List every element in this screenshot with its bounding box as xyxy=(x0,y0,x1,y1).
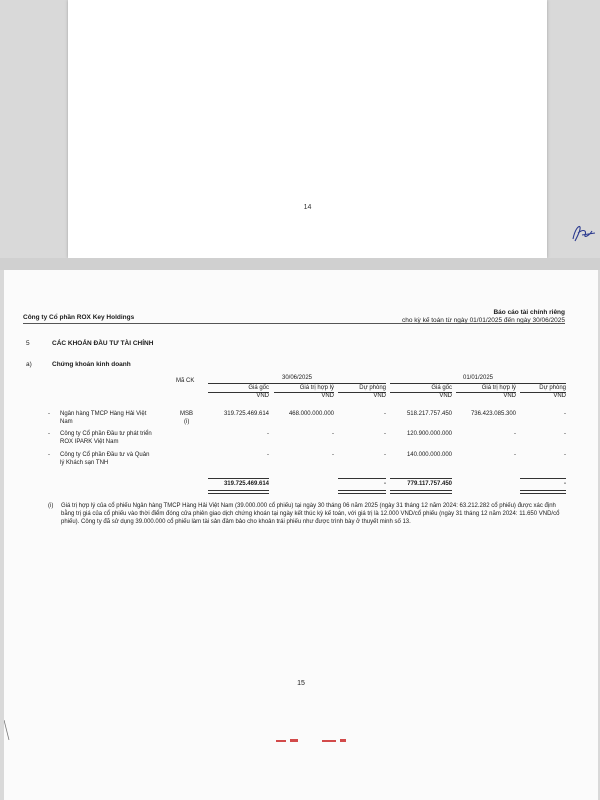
total-p2-prov: - xyxy=(564,481,566,487)
row-name-line2: ROX IPARK Việt Nam xyxy=(60,439,119,445)
row-name-line1: Ngân hàng TMCP Hàng Hải Việt xyxy=(60,411,147,417)
p2-prov-header: Dự phòng xyxy=(539,385,566,391)
footnote xyxy=(48,502,568,526)
currency-label: VND xyxy=(256,393,269,399)
currency-label: VND xyxy=(321,393,334,399)
row-name-line1: Công ty Cổ phần Đầu tư phát triển xyxy=(60,431,152,437)
p1-fair-header: Giá trị hợp lý xyxy=(299,385,334,391)
section-heading xyxy=(26,340,153,347)
p2-prov: - xyxy=(564,452,566,458)
period2-rule xyxy=(390,383,566,384)
p1-prov: - xyxy=(384,411,386,417)
total-double-rule xyxy=(520,490,566,494)
total-double-rule xyxy=(208,490,269,494)
total-double-rule xyxy=(338,490,386,494)
subsection-heading xyxy=(26,361,131,368)
p1-fair: - xyxy=(332,431,334,437)
company-name: Công ty Cổ phần ROX Key Holdings xyxy=(23,314,135,321)
p1-cost-header: Giá gốc xyxy=(248,385,269,391)
total-p1-prov: - xyxy=(384,481,386,487)
p2-cost: 140.000.000.000 xyxy=(406,452,452,458)
row-bullet: - xyxy=(48,431,50,437)
page-number: 15 xyxy=(297,680,305,687)
financial-statement-page xyxy=(4,270,598,800)
p2-fair: - xyxy=(514,452,516,458)
p1-fair: 468.000.000.000 xyxy=(288,411,334,417)
footnote-marker: (i) xyxy=(48,503,54,509)
currency-label: VND xyxy=(373,393,386,399)
stamp-fragment xyxy=(274,738,354,744)
signature-mark xyxy=(565,221,600,245)
p1-cost: - xyxy=(267,452,269,458)
p1-cost: - xyxy=(267,431,269,437)
report-title: Báo cáo tài chính riêng xyxy=(493,309,565,316)
ma-ck-header: Mã CK xyxy=(176,378,195,384)
currency-label: VND xyxy=(439,393,452,399)
page-number: 14 xyxy=(303,204,312,211)
row-name-line1: Công ty Cổ phần Đầu tư và Quản xyxy=(60,452,150,458)
p2-fair: 736.423.085.300 xyxy=(470,411,516,417)
report-period: cho kỳ kế toán từ ngày 01/01/2025 đến ngày 30/06/2025 xyxy=(401,317,565,324)
section-number: 5 xyxy=(26,340,30,347)
p2-prov: - xyxy=(564,431,566,437)
p1-cost: 319.725.469.614 xyxy=(223,411,269,417)
p2-cost-header: Giá gốc xyxy=(431,385,452,391)
period2-header: 01/01/2025 xyxy=(462,375,494,381)
row-note-ref: (i) xyxy=(184,419,190,425)
total-rule xyxy=(338,478,386,479)
footnote-text: Giá trị hợp lý của cổ phiếu Ngân hàng TMCP Hàng Hải Việt Nam (39.000.000 cổ phiếu) tại ngày 30 tháng 06 năm 2025 (ngày 31 tháng 12 năm 2024: 63.212.282 cổ phiếu) được xác định bằng trị giá của cổ phiếu vào thời điểm đóng cửa phiên giao dịch chứng khoán tại ngày kết thúc kỳ kế toán, với giá trị là 12.000 VND/cổ phiếu (ngày 31 tháng 12 năm 2024: 11.650 VND/cổ phiếu). Công ty đã sử dụng 39.000.000 cổ phiếu làm tài sản đảm bảo cho khoản trái phiếu như được trình bày ở thuyết minh số 13. xyxy=(61,503,560,525)
row-code: MSB xyxy=(180,411,194,417)
row-bullet: - xyxy=(48,411,50,417)
p2-prov: - xyxy=(564,411,566,417)
row-name-line2: Nam xyxy=(60,419,73,425)
p2-fair-header: Giá trị hợp lý xyxy=(481,385,516,391)
p1-prov: - xyxy=(384,452,386,458)
row-name-line2: lý Khách sạn TNH xyxy=(60,460,109,466)
row-bullet: - xyxy=(48,452,50,458)
total-p1-cost: 319.725.469.614 xyxy=(223,481,269,487)
p1-fair: - xyxy=(332,452,334,458)
header-divider xyxy=(23,323,565,324)
p2-cost: 518.217.757.450 xyxy=(406,411,452,417)
page-gap xyxy=(0,258,600,270)
period1-rule xyxy=(208,383,386,384)
subsection-title: Chứng khoán kinh doanh xyxy=(52,361,131,368)
p2-fair: - xyxy=(514,431,516,437)
total-rule xyxy=(520,478,566,479)
period1-header: 30/06/2025 xyxy=(281,375,313,381)
p2-cost: 120.900.000.000 xyxy=(406,431,452,437)
page-edge-mark xyxy=(4,720,10,740)
currency-label: VND xyxy=(503,393,516,399)
currency-label: VND xyxy=(553,393,566,399)
total-rule xyxy=(390,478,452,479)
total-rule xyxy=(208,478,269,479)
subsection-letter: a) xyxy=(26,361,32,368)
p1-prov-header: Dự phòng xyxy=(359,385,386,391)
section-title: CÁC KHOẢN ĐẦU TƯ TÀI CHÍNH xyxy=(52,340,154,347)
previous-page xyxy=(68,0,547,258)
p1-prov: - xyxy=(384,431,386,437)
total-double-rule xyxy=(390,490,452,494)
total-p2-cost: 779.117.757.450 xyxy=(407,481,452,487)
